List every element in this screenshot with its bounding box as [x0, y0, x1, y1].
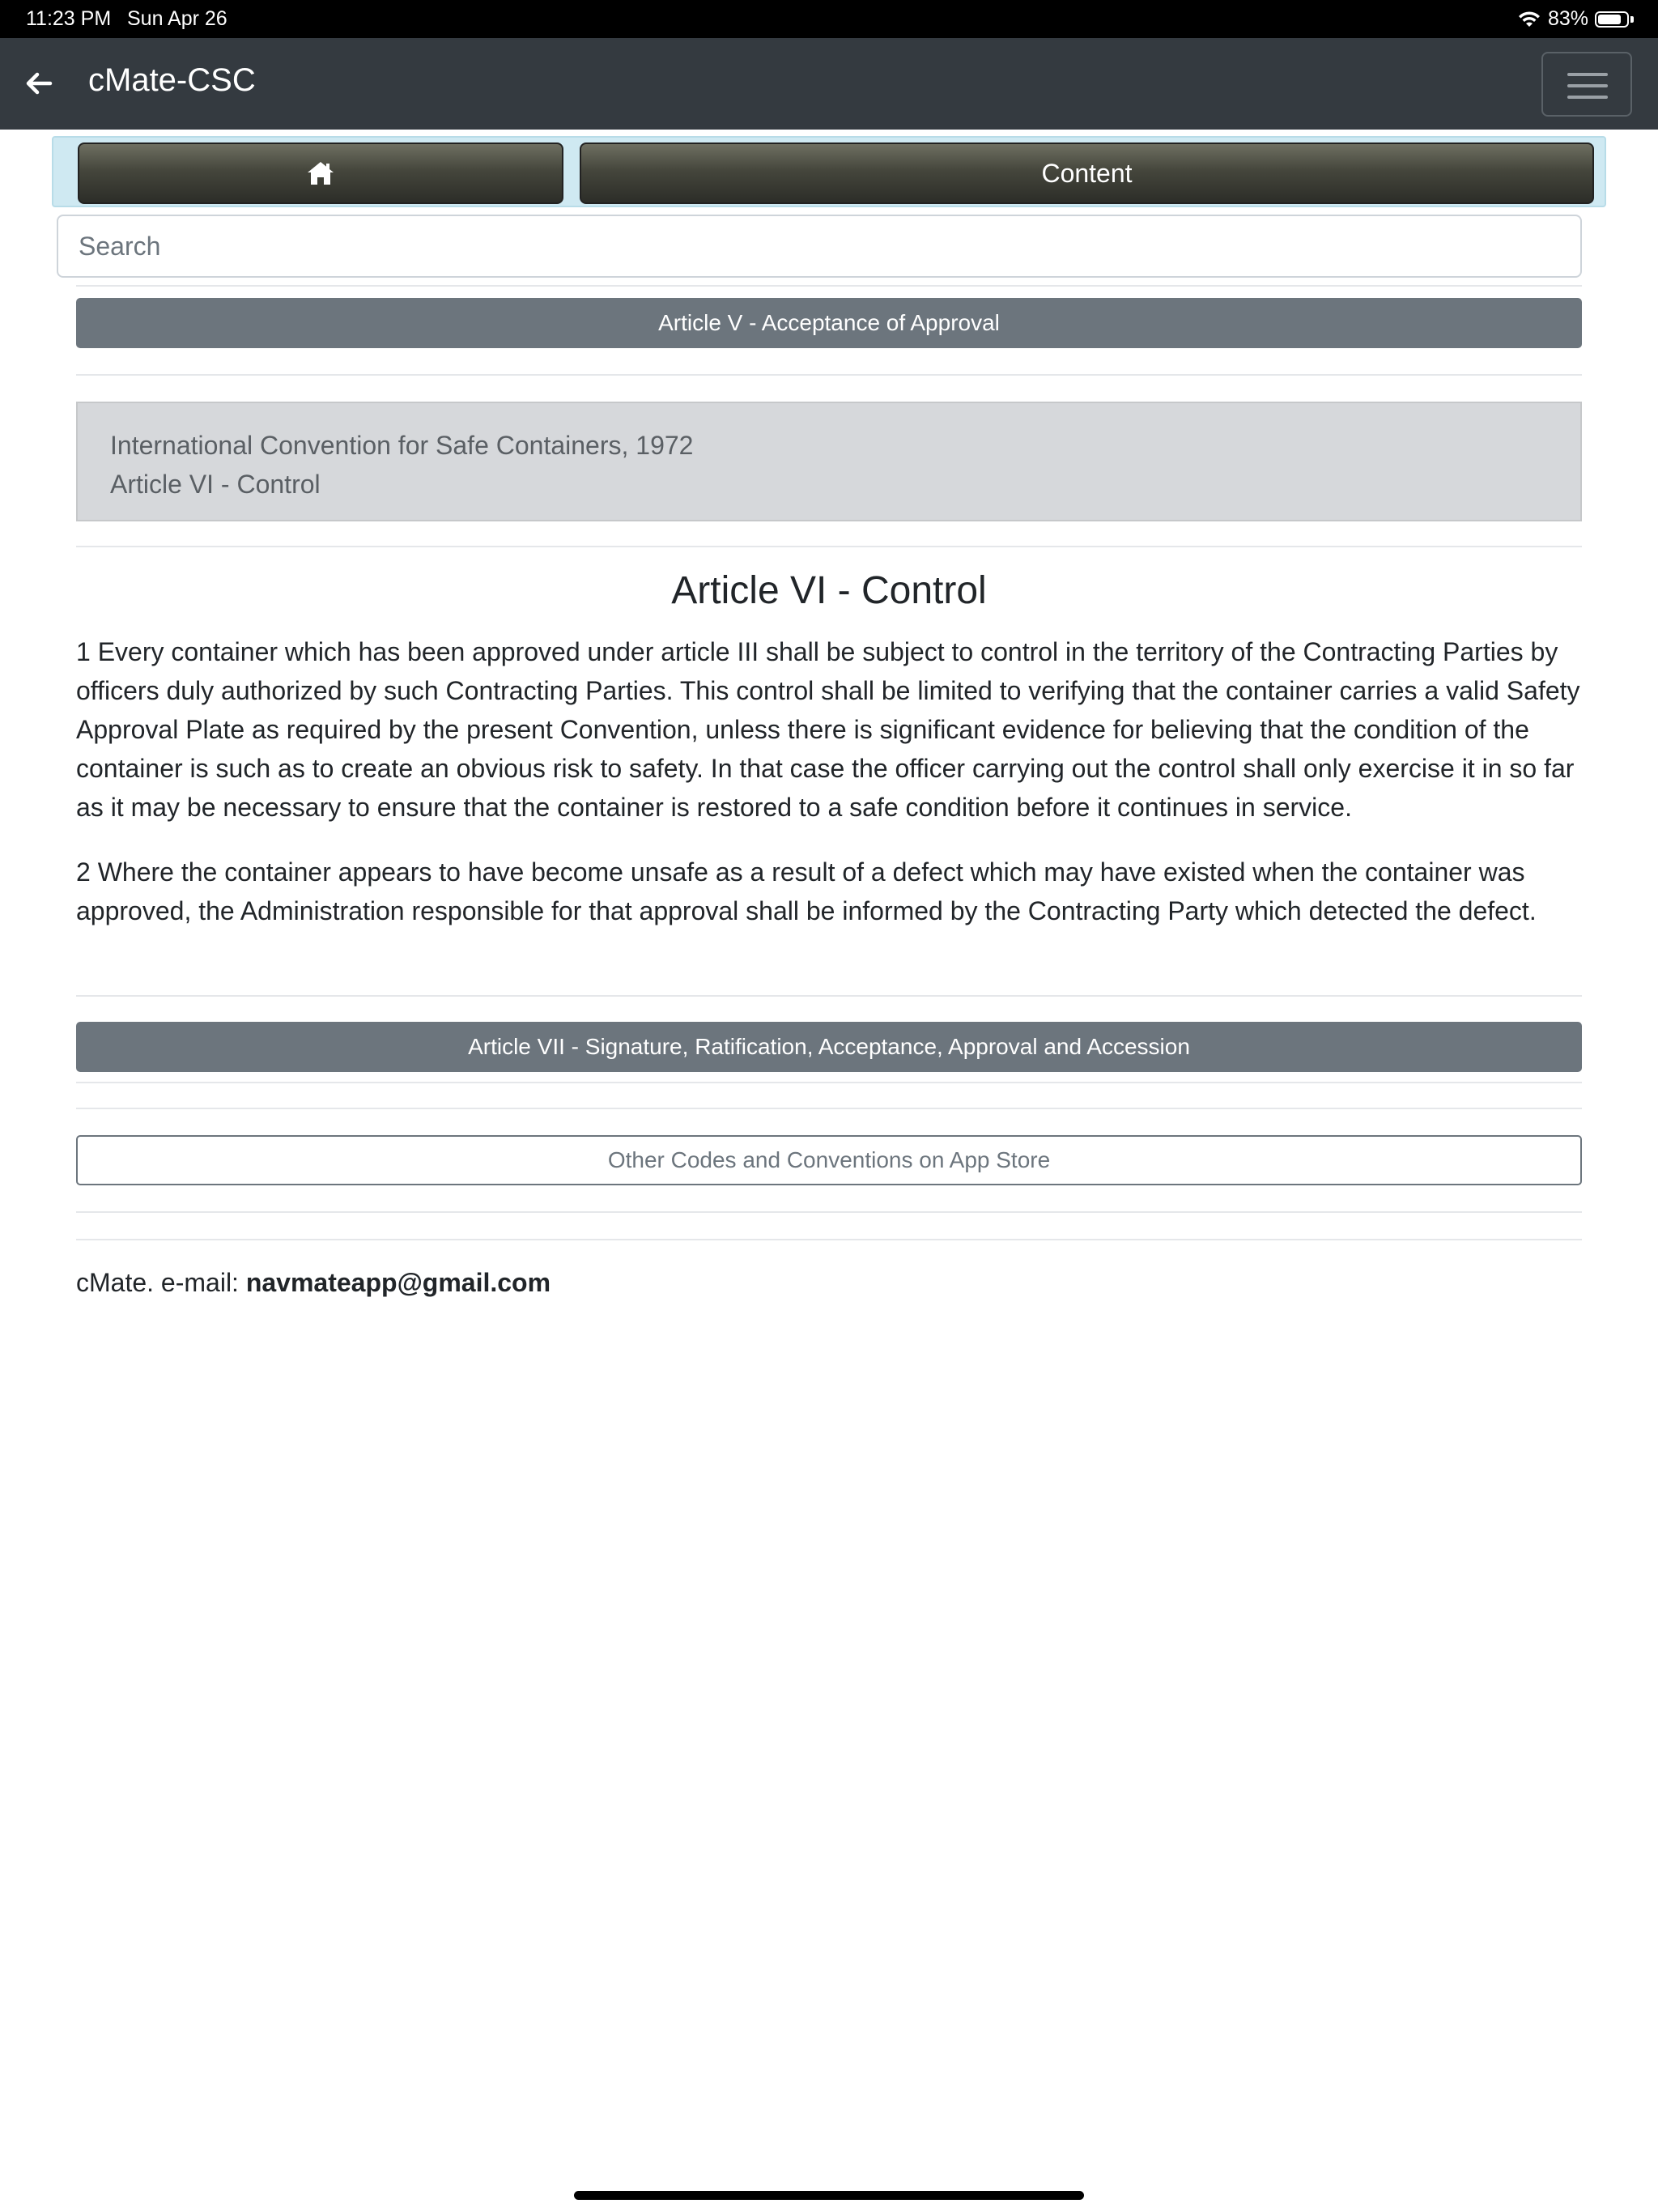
back-arrow-icon[interactable]	[21, 66, 57, 101]
navbar	[0, 38, 1658, 130]
prev-article-button[interactable]: Article V - Acceptance of Approval	[76, 298, 1582, 348]
divider	[76, 546, 1582, 547]
battery-level	[1598, 15, 1621, 24]
status-date: Sun Apr 26	[127, 7, 227, 30]
footer-prefix: cMate. e-mail:	[76, 1268, 246, 1297]
next-article-button[interactable]: Article VII - Signature, Ratification, Acceptance, Approval and Accession	[76, 1022, 1582, 1072]
convention-title: International Convention for Safe Containers, 1972	[110, 431, 694, 460]
section-title: Article VI - Control	[110, 470, 321, 499]
divider	[76, 1211, 1582, 1213]
home-indicator[interactable]	[574, 2191, 1084, 2200]
status-bar	[0, 0, 1658, 38]
wifi-icon	[1517, 11, 1541, 28]
battery-percent: 83%	[1547, 7, 1588, 30]
battery-nub	[1630, 16, 1634, 23]
home-icon	[306, 160, 335, 186]
divider	[76, 374, 1582, 376]
article-title: Article VI - Control	[671, 569, 987, 612]
divider	[76, 995, 1582, 997]
app-title: cMate-CSC	[88, 62, 256, 98]
footer-contact	[76, 1268, 551, 1298]
search-input[interactable]	[57, 215, 1582, 278]
top-button-group	[52, 136, 1606, 207]
document-header	[76, 402, 1582, 521]
divider	[76, 285, 1582, 287]
article-paragraph-2: 2 Where the container appears to have become unsafe as a result of a defect which may have existed when the container was approved, the Administration responsible for that approval shall be informed by the Contracting Party which detected the defect.	[76, 857, 1537, 925]
article-paragraph-1: 1 Every container which has been approved under article III shall be subject to control in the territory of the Contracting Parties by officers duly authorized by such Contracting Parties. This control shall be limited to verifying that the container carries a valid Safety Approval Plate as required by the present Convention, unless there is significant evidence for believing that the condition of the container is such as to create an obvious risk to safety. In that case the officer carrying out the control shall only exercise it in so far as it may be necessary to ensure that the container is restored to a safe condition before it continues in service.	[76, 637, 1580, 822]
status-indicators	[1517, 7, 1634, 31]
contact-email-link[interactable]: navmateapp@gmail.com	[245, 1268, 551, 1297]
content-button[interactable]: Content	[580, 143, 1594, 204]
status-time: 11:23 PM	[26, 7, 112, 30]
app-store-button[interactable]: Other Codes and Conventions on App Store	[76, 1135, 1582, 1185]
hamburger-line	[1567, 84, 1608, 87]
home-button[interactable]	[78, 143, 563, 204]
divider	[76, 1082, 1582, 1083]
divider	[76, 1108, 1582, 1109]
divider	[76, 1239, 1582, 1240]
hamburger-line	[1567, 73, 1608, 76]
hamburger-line	[1567, 96, 1608, 99]
battery-icon	[1595, 11, 1629, 28]
menu-toggle-button[interactable]	[1541, 52, 1632, 117]
